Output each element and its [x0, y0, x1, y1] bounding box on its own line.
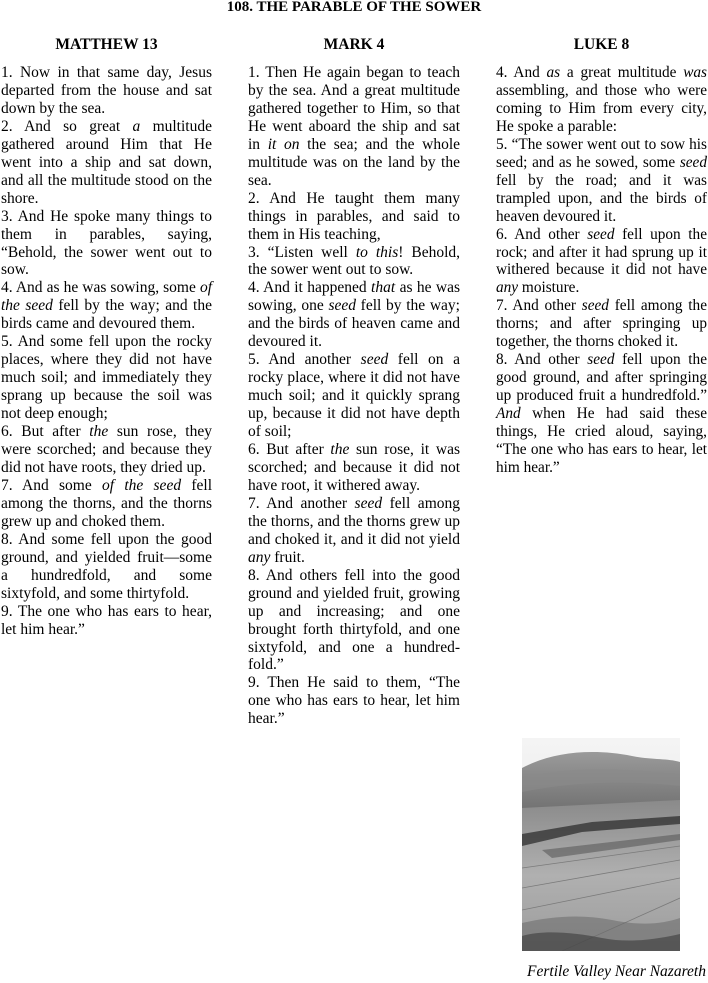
verse: 7. And other seed fell among the thorns; and after springing up together, the thorns choked it.	[496, 297, 707, 351]
verse: 9. The one who has ears to hear, let him hear.”	[1, 602, 212, 638]
verse: 5. And another seed fell on a rocky place, where it did not have much soil; and it quickly sprang up, because it did not have depth of soil;	[248, 351, 460, 441]
verse: 5. “The sower went out to sow his seed; and as he sowed, some seed fell by the road; and it was trampled upon, and the birds of heaven devoured it.	[496, 135, 707, 225]
verse: 3. And He spoke many things to them in parables, saying, “Behold, the sower went out to sow.	[1, 207, 212, 279]
verse: 3. “Listen well to this! Behold, the sower went out to sow.	[248, 243, 461, 279]
verse: 7. And some of the seed fell among the thorns, and the thorns grew up and choked them.	[1, 476, 213, 530]
verse: 6. But after the sun rose, they were scorched; and because they did not have roots, they dried up.	[1, 423, 212, 476]
photo-caption: Fertile Valley Near Nazareth	[527, 963, 706, 980]
verse: 4. And as a great multitude was assembling, and those who were coming to Him from every city, He spoke a parable:	[496, 64, 707, 135]
column-luke	[496, 36, 707, 477]
verse: 7. And another seed fell among the thorns, and the thorns grew up and choked it, and it did not yield any fruit.	[248, 494, 460, 566]
verse-list	[496, 64, 707, 477]
verse: 8. And others fell into the good ground and yielded fruit, growing up and increasing; and one brought forth thirtyfold, and one sixtyfold, and one a hundredfold.”	[248, 566, 460, 674]
verse: 8. And some fell upon the good ground, and yielded fruit—some a hundredfold, and some sixtyfold, and some thirtyfold.	[1, 530, 212, 602]
column-mark	[248, 36, 460, 728]
verse: 4. And as he was sowing, some of the seed fell by the way; and the birds came and devoured them.	[1, 279, 212, 333]
column-matthew	[1, 36, 212, 639]
verse: 9. Then He said to them, “The one who has ears to hear, let him hear.”	[248, 674, 460, 728]
column-heading: LUKE 8	[573, 36, 630, 53]
verse: 5. And some fell upon the rocky places, where they did not have much soil; and immediately they sprang up because the soil was not deep enough;	[1, 333, 212, 423]
column-heading: MARK 4	[323, 36, 385, 53]
valley-photo	[522, 738, 680, 951]
verse: 6. And other seed fell upon the rock; and after it had sprung up it withered because it did not have any moisture.	[496, 225, 707, 297]
verse: 2. And so great a multitude gathered around Him that He went into a ship and sat down, and all the multitude stood on the shore.	[1, 117, 212, 207]
page-title: 108. THE PARABLE OF THE SOWER	[226, 0, 482, 15]
verse: 2. And He taught them many things in parables, and said to them in His teaching,	[248, 189, 460, 243]
verse: 1. Then He again began to teach by the sea. And a great multitude gathered together to Him, so that He went aboard the ship and sat in it on the sea; and the whole multitude was on the land by the sea.	[248, 64, 460, 189]
column-heading: MATTHEW 13	[55, 36, 158, 53]
verse: 8. And other seed fell upon the good ground, and after springing up produced fruit a hundredfold.” And when He had said these things, He cried aloud, saying, “The one who has ears to hear, let him hear.”	[496, 351, 707, 476]
verse: 4. And it happened that as he was sowing, one seed fell by the way; and the birds of heaven came and devoured it.	[248, 279, 460, 351]
verse-list	[248, 64, 460, 728]
verse: 1. Now in that same day, Jesus departed from the house and sat down by the sea.	[1, 64, 212, 117]
verse: 6. But after the sun rose, it was scorched; and because it did not have root, it withered away.	[248, 441, 460, 494]
verse-list	[1, 64, 212, 639]
